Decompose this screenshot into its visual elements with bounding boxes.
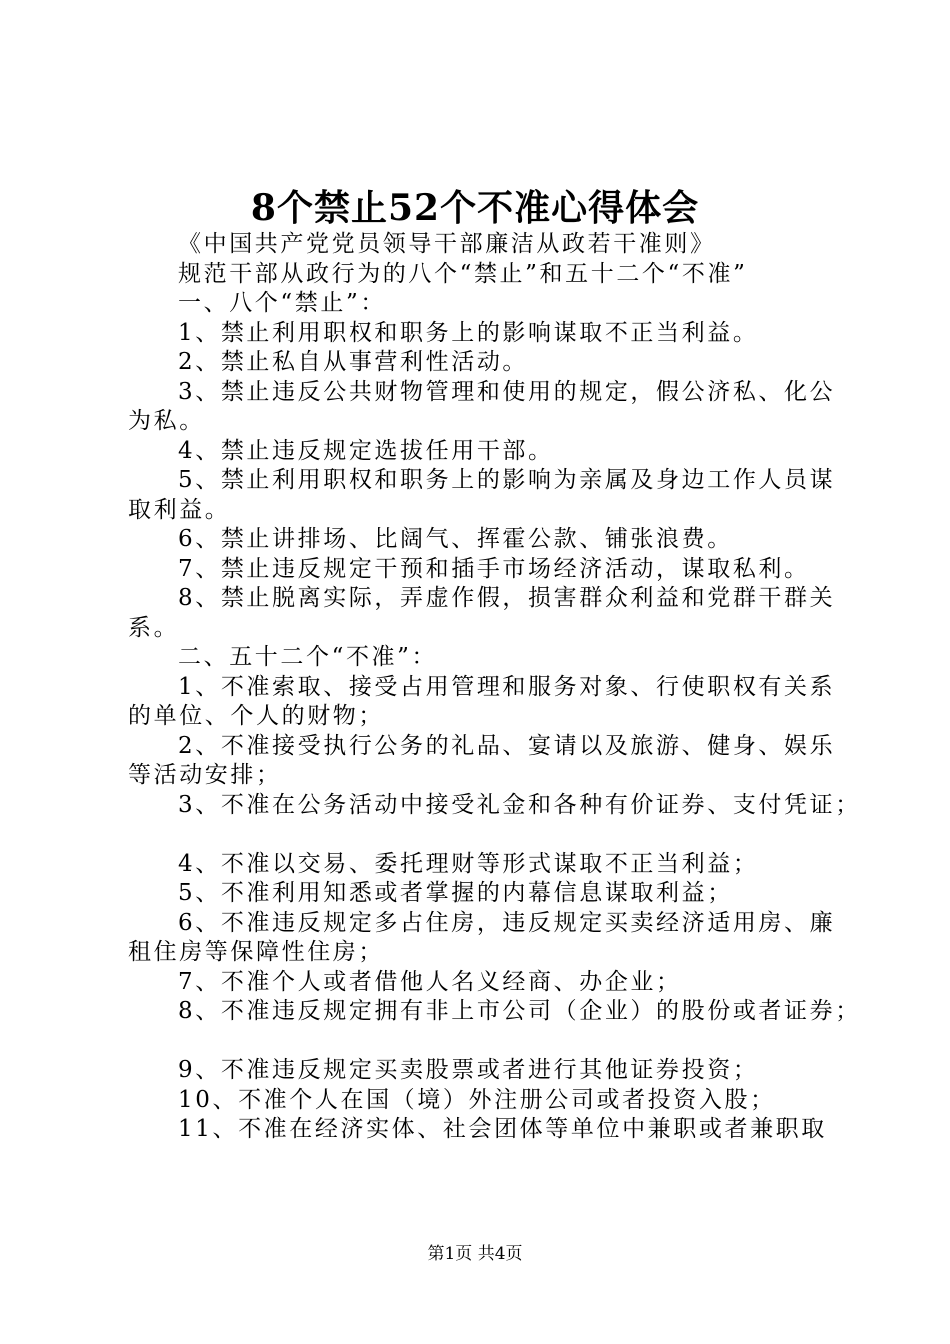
list-item: 3、不准在公务活动中接受礼金和各种有价证券、支付凭证；: [178, 791, 861, 818]
list-item: 5、禁止利用职权和职务上的影响为亲属及身边工作人员谋取利益。: [128, 467, 836, 523]
list-item: 8、禁止脱离实际，弄虚作假，损害群众利益和党群干群关系。: [128, 585, 836, 641]
list-item: 2、禁止私自从事营利性活动。: [178, 349, 529, 375]
list-item: 8、不准违反规定拥有非上市公司（企业）的股份或者证券；: [178, 998, 861, 1024]
list-item: 3、禁止违反公共财物管理和使用的规定，假公济私、化公为私。: [128, 378, 836, 434]
list-item: 7、不准个人或者借他人名义经商、办企业；: [178, 968, 682, 995]
section-heading: 一、八个“禁止”：: [178, 290, 386, 316]
paragraph: 《中国共产党党员领导干部廉洁从政若干准则》: [178, 231, 716, 257]
list-item: 5、不准利用知悉或者掌握的内幕信息谋取利益；: [178, 880, 733, 906]
paragraph: 规范干部从政行为的八个“禁止”和五十二个“不准”: [178, 260, 748, 287]
document-body: [128, 230, 861, 1145]
list-item: 9、不准违反规定买卖股票或者进行其他证券投资；: [178, 1057, 759, 1083]
blank-line: [128, 1027, 844, 1057]
list-item: 1、不准索取、接受占用管理和服务对象、行使职权有关系的单位、个人的财物；: [128, 673, 836, 729]
list-item: 1、禁止利用职权和职务上的影响谋取不正当利益。: [178, 319, 759, 346]
list-item: 6、禁止讲排场、比阔气、挥霍公款、铺张浪费。: [178, 526, 733, 552]
section-heading: 二、五十二个“不准”：: [178, 644, 438, 670]
list-item: 11、不准在经济实体、社会团体等单位中兼职或者兼职取: [178, 1116, 827, 1142]
list-item: 4、不准以交易、委托理财等形式谋取不正当利益；: [178, 850, 759, 877]
list-item: 6、不准违反规定多占住房，违反规定买卖经济适用房、廉租住房等保障性住房；: [128, 909, 836, 965]
list-item: 10、不准个人在国（境）外注册公司或者投资入股；: [178, 1086, 776, 1113]
list-item: 4、禁止违反规定选拔任用干部。: [178, 437, 554, 464]
list-item: 7、禁止违反规定干预和插手市场经济活动，谋取私利。: [178, 555, 810, 582]
page-footer: 第1页 共4页: [427, 1244, 523, 1264]
blank-line: [128, 820, 844, 850]
list-item: 2、不准接受执行公务的礼品、宴请以及旅游、健身、娱乐等活动安排；: [128, 732, 836, 788]
document-title: 8个禁止52个不准心得体会: [250, 187, 700, 229]
